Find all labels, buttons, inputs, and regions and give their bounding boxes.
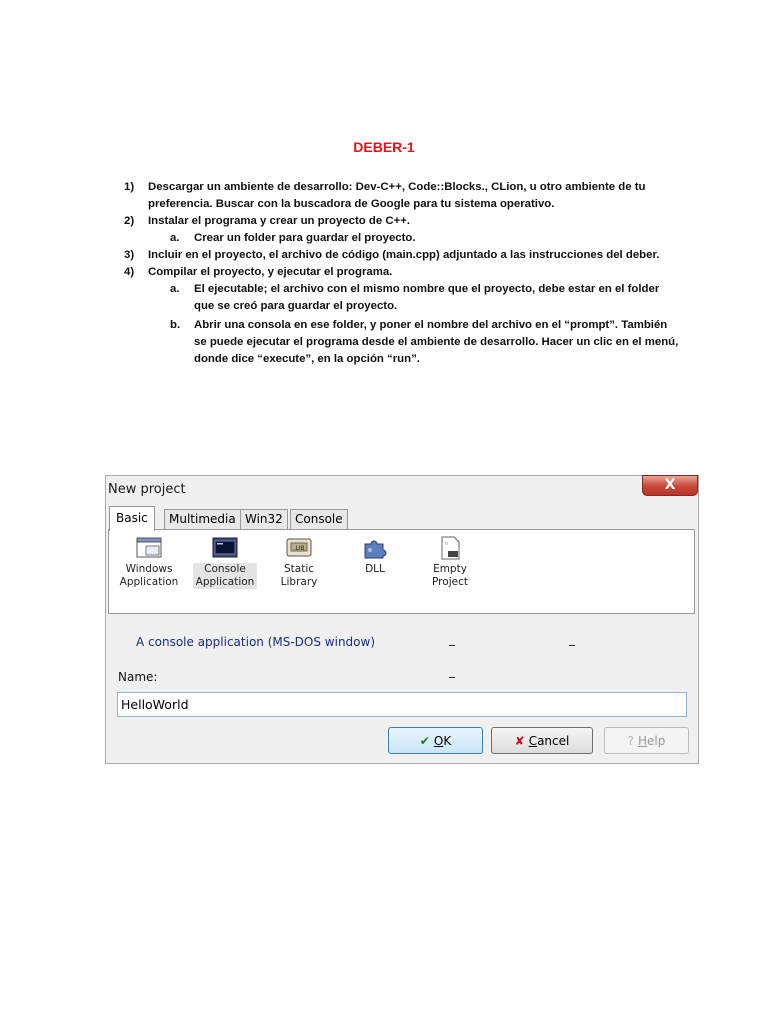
help-button[interactable]: ? Help — [604, 727, 689, 754]
check-icon: ✔ — [419, 733, 430, 748]
dash-mark: _ — [449, 664, 455, 678]
tab-multimedia[interactable]: Multimedia — [164, 509, 241, 530]
tab-basic[interactable]: Basic — [109, 506, 155, 531]
template-empty-project[interactable]: n Empty Project — [425, 536, 475, 589]
sub-item: a. El ejecutable; el archivo con el mismo nombre que el proyecto, debe estar en el folder que se creó para guardar el proyecto. — [170, 283, 660, 312]
help-icon: ? — [627, 733, 634, 748]
svg-text:.LIB: .LIB — [293, 545, 305, 552]
template-windows-application[interactable]: Windows Application — [119, 536, 179, 589]
project-name-input[interactable] — [117, 692, 687, 717]
list-item: 2) Instalar el programa y crear un proyecto de C++. — [124, 215, 411, 227]
template-static-library[interactable]: .LIB Static Library — [264, 536, 334, 589]
name-label: Name: — [118, 670, 158, 684]
cancel-button[interactable]: ✘ Cancel — [491, 727, 593, 754]
puzzle-icon — [362, 536, 388, 560]
tab-console[interactable]: Console — [290, 509, 348, 530]
template-panel — [108, 529, 695, 614]
library-icon — [286, 536, 312, 560]
tab-win32[interactable]: Win32 — [240, 509, 288, 530]
cross-icon: ✘ — [514, 733, 525, 748]
dash-mark: _ — [449, 632, 455, 646]
list-item: 4) Compilar el proyecto, y ejecutar el programa. — [124, 266, 393, 278]
sub-item: b. Abrir una consola en ese folder, y poner el nombre del archivo en el “prompt”. También se puede ejecutar el programa desde el ambiente de desarrollo. Hacer un clic en el menú, donde dice “execute”, en la opción “run”. — [170, 319, 679, 365]
ok-button[interactable]: ✔ OK — [388, 727, 483, 754]
list-item: 3) Incluir en el proyecto, el archivo de código (main.cpp) adjuntado a las instrucciones del deber. — [124, 249, 660, 261]
empty-project-icon — [437, 536, 463, 560]
instructions-list — [124, 179, 684, 368]
template-dll[interactable]: DLL — [354, 536, 396, 576]
sub-item: a. Crear un folder para guardar el proyecto. — [170, 232, 416, 244]
dialog-title: New project — [108, 482, 186, 497]
console-icon — [212, 536, 238, 560]
dash-mark: _ — [569, 632, 575, 646]
template-description: A console application (MS-DOS window) — [136, 635, 376, 649]
new-project-dialog — [105, 475, 699, 764]
list-item: 1) Descargar un ambiente de desarrollo: Dev-C++, Code::Blocks., CLion, u otro ambiente de tu preferencia. Buscar con la buscadora de Google para tu sistema operativo. — [124, 181, 646, 210]
svg-text:n: n — [445, 541, 449, 547]
window-icon — [136, 536, 162, 560]
template-console-application[interactable]: Console Application — [193, 536, 257, 589]
document-title: DEBER-1 — [353, 139, 415, 155]
close-button[interactable]: X — [642, 475, 698, 496]
